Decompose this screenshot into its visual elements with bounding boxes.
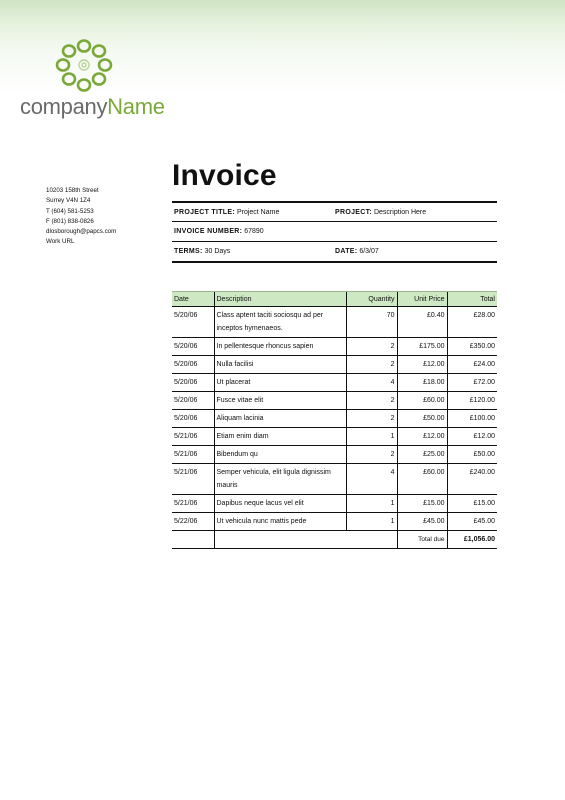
total-due-row [172, 531, 497, 549]
row-date: 5/21/06 [172, 464, 214, 495]
row-date: 5/22/06 [172, 513, 214, 531]
row-quantity: 1 [346, 428, 397, 446]
row-unit-price: £15.00 [397, 495, 447, 513]
row-quantity: 2 [346, 446, 397, 464]
table-row [172, 464, 497, 495]
row-description: Bibendum qu [214, 446, 346, 464]
table-row [172, 356, 497, 374]
row-date: 5/20/06 [172, 410, 214, 428]
header-total: Total [447, 292, 497, 307]
address-city: Surrey V4N 1Z4 [46, 197, 91, 205]
row-quantity: 4 [346, 374, 397, 392]
date-label: DATE: [335, 248, 358, 255]
terms-label: TERMS: [174, 248, 203, 255]
table-row [172, 495, 497, 513]
row-unit-price: £25.00 [397, 446, 447, 464]
table-header-row [172, 292, 497, 307]
row-description: Nulla facilisi [214, 356, 346, 374]
address-email[interactable]: dlosborough@papcs.com [46, 228, 117, 236]
header-date: Date [172, 292, 214, 307]
row-total: £28.00 [447, 307, 497, 338]
row-unit-price: £0.40 [397, 307, 447, 338]
row-description: Dapibus neque lacus vel elit [214, 495, 346, 513]
project-label: PROJECT: [335, 208, 373, 216]
row-date: 5/21/06 [172, 446, 214, 464]
row-date: 5/20/06 [172, 307, 214, 338]
terms-row [172, 241, 497, 263]
invoice-info [172, 201, 497, 263]
terms-value: 30 Days [204, 248, 231, 255]
address-fax: F (801) 838-0826 [46, 217, 94, 225]
row-quantity: 2 [346, 410, 397, 428]
row-date: 5/20/06 [172, 338, 214, 356]
total-due-label: Total due [397, 531, 447, 549]
row-description: In pellentesque rhoncus sapien [214, 338, 346, 356]
row-description: Fusce vitae elit [214, 392, 346, 410]
table-row [172, 513, 497, 531]
row-description: Class aptent taciti sociosqu ad per inceptos hymenaeos. [214, 307, 346, 338]
header-unit-price: Unit Price [397, 292, 447, 307]
row-unit-price: £12.00 [397, 428, 447, 446]
address-phone: T (604) 581-5253 [46, 207, 94, 215]
row-unit-price: £45.00 [397, 513, 447, 531]
line-items-table [172, 291, 497, 549]
company-name: companyName [20, 94, 165, 119]
table-row [172, 446, 497, 464]
row-description: Aliquam lacinia [214, 410, 346, 428]
header-description: Description [214, 292, 346, 307]
project-title-label: PROJECT TITLE: [174, 208, 235, 216]
row-date: 5/20/06 [172, 392, 214, 410]
row-total: £72.00 [447, 374, 497, 392]
total-due-value: £1,056.00 [447, 531, 497, 549]
table-row [172, 410, 497, 428]
row-quantity: 2 [346, 356, 397, 374]
invoice-number-value: 67890 [244, 228, 264, 235]
total-empty-cell [172, 531, 214, 549]
row-description: Ut vehicula nunc mattis pede [214, 513, 346, 531]
flower-ring-icon [52, 38, 116, 94]
row-total: £50.00 [447, 446, 497, 464]
table-row [172, 428, 497, 446]
row-quantity: 2 [346, 338, 397, 356]
row-date: 5/21/06 [172, 495, 214, 513]
total-empty-cell [346, 531, 397, 549]
row-total: £120.00 [447, 392, 497, 410]
table-row [172, 392, 497, 410]
row-unit-price: £175.00 [397, 338, 447, 356]
row-date: 5/20/06 [172, 356, 214, 374]
row-date: 5/20/06 [172, 374, 214, 392]
project-title-value: Project Name [236, 208, 280, 216]
table-row [172, 374, 497, 392]
row-total: £240.00 [447, 464, 497, 495]
row-description: Etiam enim diam [214, 428, 346, 446]
date-value: 6/3/07 [359, 248, 379, 255]
row-unit-price: £18.00 [397, 374, 447, 392]
address-web[interactable]: Work URL [46, 238, 75, 246]
row-total: £100.00 [447, 410, 497, 428]
row-total: £12.00 [447, 428, 497, 446]
project-value: Description Here [373, 208, 427, 216]
row-unit-price: £60.00 [397, 392, 447, 410]
company-address [46, 186, 156, 248]
row-unit-price: £60.00 [397, 464, 447, 495]
address-street: 10203 158th Street [46, 187, 99, 194]
header-quantity: Quantity [346, 292, 397, 307]
row-quantity: 1 [346, 495, 397, 513]
invoice-title: Invoice [172, 159, 277, 192]
row-date: 5/21/06 [172, 428, 214, 446]
invoice-number-label: INVOICE NUMBER: [174, 228, 243, 235]
row-total: £15.00 [447, 495, 497, 513]
invoice-number-row [172, 221, 497, 241]
company-logo [18, 38, 165, 122]
row-unit-price: £12.00 [397, 356, 447, 374]
row-description: Ut placerat [214, 374, 346, 392]
row-total: £24.00 [447, 356, 497, 374]
total-empty-cell [214, 531, 346, 549]
row-total: £350.00 [447, 338, 497, 356]
row-description: Semper vehicula, elit ligula dignissim mauris [214, 464, 346, 495]
project-row [172, 201, 497, 221]
table-row [172, 307, 497, 338]
row-quantity: 2 [346, 392, 397, 410]
row-quantity: 70 [346, 307, 397, 338]
table-row [172, 338, 497, 356]
row-quantity: 4 [346, 464, 397, 495]
row-total: £45.00 [447, 513, 497, 531]
row-quantity: 1 [346, 513, 397, 531]
row-unit-price: £50.00 [397, 410, 447, 428]
